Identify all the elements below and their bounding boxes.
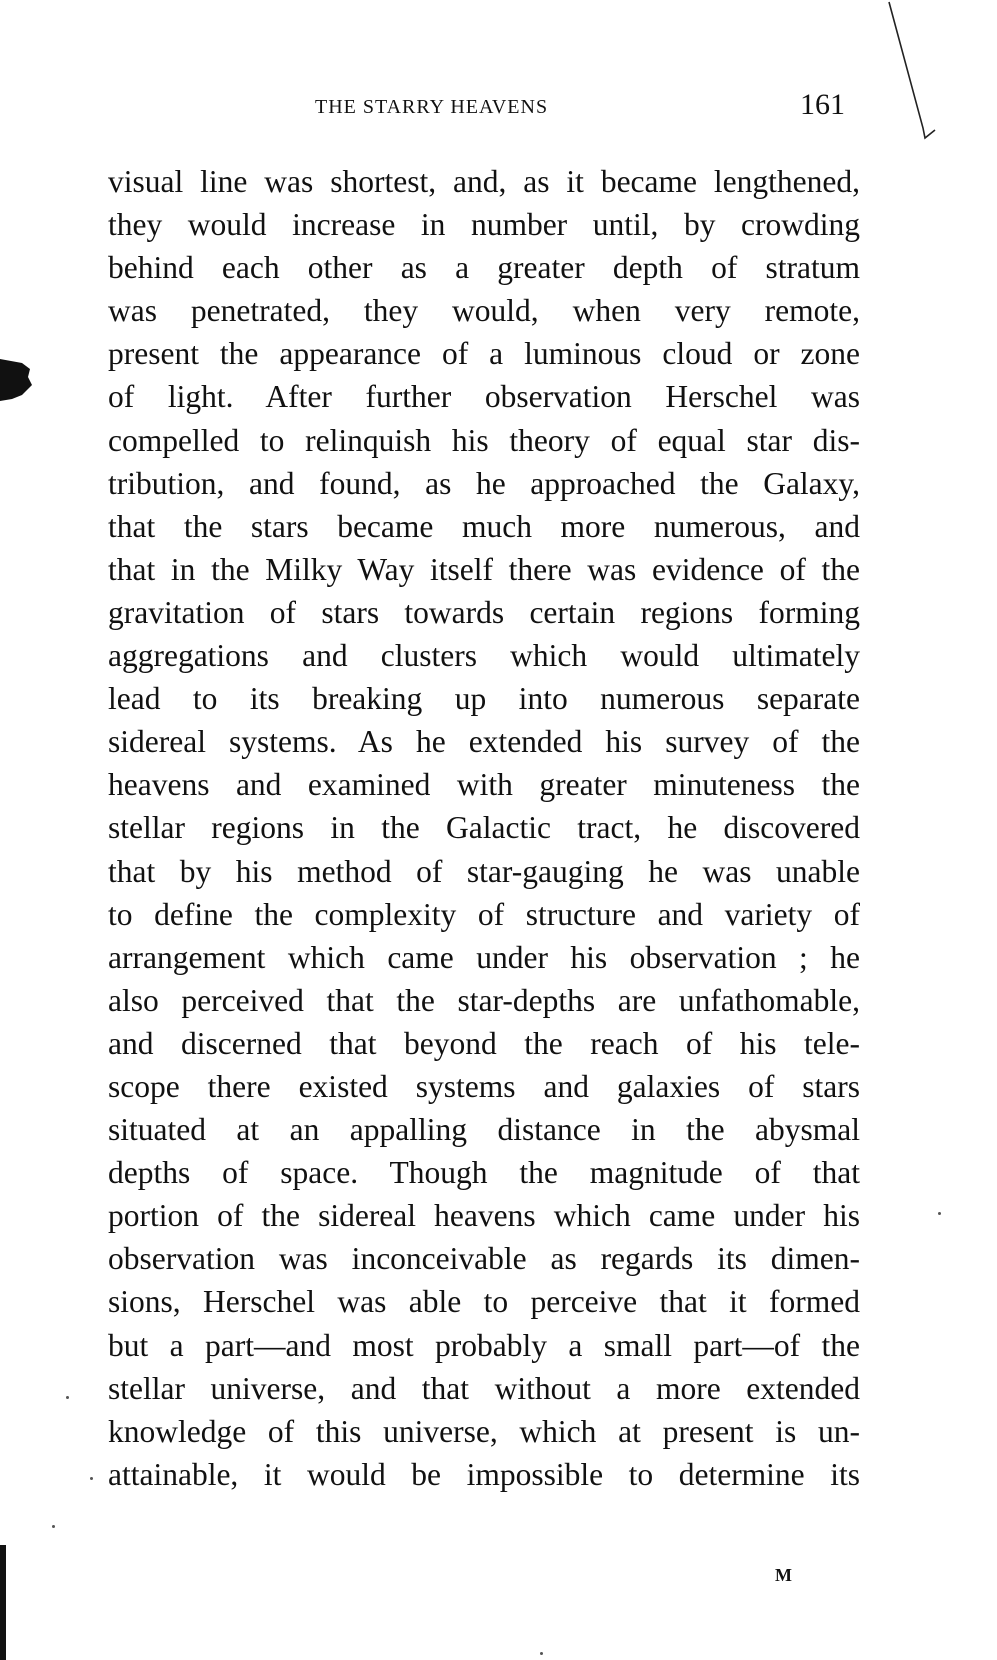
- text-line: they would increase in number until, by crowding: [108, 207, 860, 243]
- text-line: behind each other as a greater depth of stratum: [108, 250, 860, 286]
- margin-ink-mark: [0, 355, 34, 401]
- text-line: visual line was shortest, and, as it became lengthened,: [108, 164, 860, 199]
- paper-speck: [938, 1212, 941, 1215]
- text-line: heavens and examined with greater minuteness the: [108, 767, 860, 803]
- paper-speck: [90, 1477, 93, 1480]
- text-line: sidereal systems. As he extended his survey of the: [108, 724, 860, 760]
- text-line: observation was inconceivable as regards its dimen-: [108, 1241, 860, 1277]
- text-line: compelled to relinquish his theory of equal star dis-: [108, 422, 860, 458]
- text-line: situated at an appalling distance in the abysmal: [108, 1112, 860, 1148]
- page-number: 161: [800, 88, 845, 121]
- text-line: that in the Milky Way itself there was evidence of the: [108, 551, 860, 587]
- text-line: of light. After further observation Herschel was: [108, 379, 860, 415]
- paper-speck: [52, 1525, 55, 1528]
- text-line: stellar regions in the Galactic tract, he discovered: [108, 810, 860, 846]
- text-line: knowledge of this universe, which at present is un-: [108, 1413, 860, 1449]
- text-line: gravitation of stars towards certain regions forming: [108, 594, 860, 630]
- text-line: lead to its breaking up into numerous separate: [108, 681, 860, 717]
- text-line: to define the complexity of structure and variety of: [108, 896, 860, 932]
- text-line: scope there existed systems and galaxies of stars: [108, 1068, 860, 1104]
- paper-speck: [540, 1652, 543, 1655]
- text-line: aggregations and clusters which would ultimately: [108, 638, 860, 674]
- body-text: [108, 160, 860, 1496]
- paper-speck: [66, 1396, 69, 1399]
- text-line: depths of space. Though the magnitude of that: [108, 1155, 860, 1191]
- text-line: that by his method of star-gauging he was unable: [108, 853, 860, 889]
- text-line: sions, Herschel was able to perceive that it formed: [108, 1284, 860, 1320]
- running-title: THE STARRY HEAVENS: [315, 96, 549, 118]
- text-line: stellar universe, and that without a more extended: [108, 1370, 860, 1406]
- text-line: but a part—and most probably a small part—of the: [108, 1327, 860, 1363]
- page-edge-shadow: [0, 1545, 6, 1660]
- text-line: attainable, it would be impossible to determine its: [108, 1456, 860, 1492]
- text-line: arrangement which came under his observation ; he: [108, 939, 860, 975]
- text-line: present the appearance of a luminous cloud or zone: [108, 336, 860, 372]
- text-line: and discerned that beyond the reach of his tele-: [108, 1025, 860, 1061]
- text-line: portion of the sidereal heavens which came under his: [108, 1198, 860, 1234]
- text-line: tribution, and found, as he approached the Galaxy,: [108, 465, 860, 501]
- text-line: was penetrated, they would, when very remote,: [108, 293, 860, 329]
- signature-mark: M: [775, 1565, 792, 1585]
- text-line: also perceived that the star-depths are unfathomable,: [108, 982, 860, 1018]
- text-line: that the stars became much more numerous, and: [108, 508, 860, 544]
- corner-pen-stroke: [885, 0, 945, 145]
